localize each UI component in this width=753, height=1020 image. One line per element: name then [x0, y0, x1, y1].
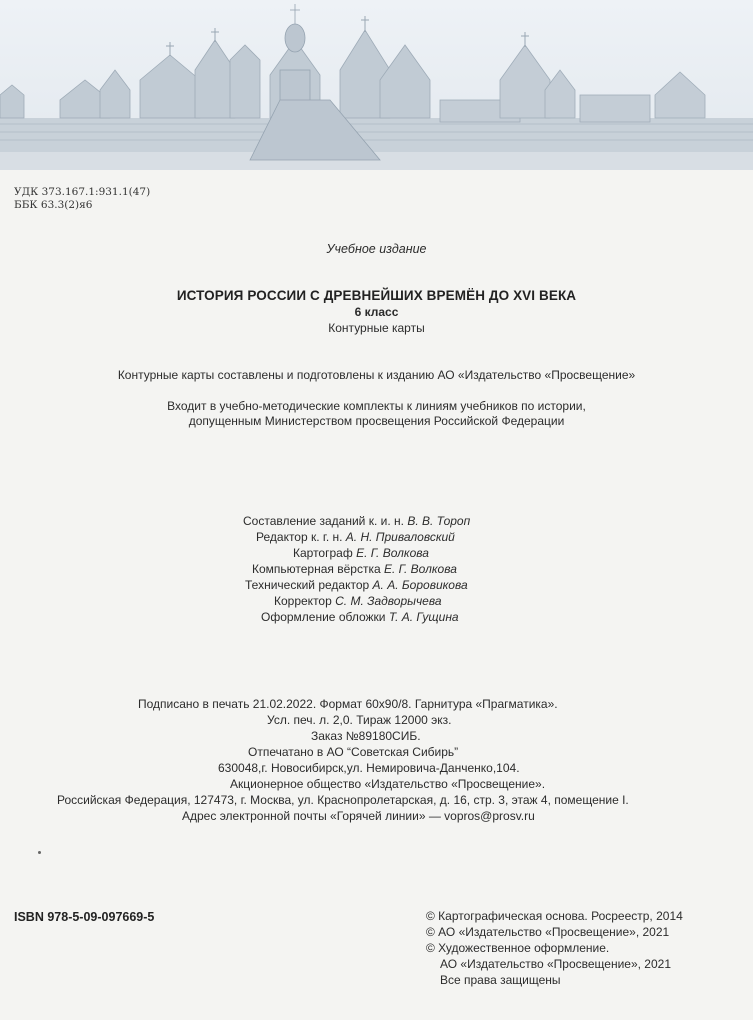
credit-role: Компьютерная вёрстка [252, 562, 381, 576]
credit-name: Е. Г. Волкова [384, 562, 457, 576]
credit-role: Технический редактор [245, 578, 370, 592]
udk-code: УДК 373.167.1:931.1(47) [14, 186, 151, 198]
bbk-code: ББК 63.3(2)я6 [14, 199, 93, 211]
copyright-line: © АО «Издательство «Просвещение», 2021 [426, 925, 670, 939]
credit-line [252, 562, 457, 576]
credit-role: Картограф [293, 546, 353, 560]
prepared-note: Контурные карты составлены и подготовлены к изданию АО «Издательство «Просвещение» [117, 368, 636, 382]
credit-line [261, 610, 459, 624]
credit-role: Корректор [274, 594, 332, 608]
imprint-line: Усл. печ. л. 2,0. Тираж 12000 экз. [267, 713, 452, 727]
imprint-line: Акционерное общество «Издательство «Просвещение». [230, 777, 546, 791]
credit-role: Редактор к. г. н. [256, 530, 343, 544]
imprint-line: Адрес электронной почты «Горячей линии» — vopros@prosv.ru [182, 809, 535, 823]
copyright-line: АО «Издательство «Просвещение», 2021 [440, 957, 672, 971]
credit-line [274, 594, 442, 608]
included-note-line2: допущенным Министерством просвещения Российской Федерации [188, 414, 565, 428]
edition-type: Учебное издание [326, 242, 427, 256]
print-mark [38, 851, 41, 854]
credit-line [256, 530, 455, 544]
imprint-line: Отпечатано в АО “Советская Сибирь” [248, 745, 459, 759]
included-note-line1: Входит в учебно-методические комплекты к линиям учебников по истории, [167, 399, 586, 413]
imprint-line: Российская Федерация, 127473, г. Москва, ул. Краснопролетарская, д. 16, стр. 3, этаж 4, помещение I. [57, 793, 629, 807]
credit-role: Составление заданий к. и. н. [243, 514, 404, 528]
copyright-line: © Художественное оформление. [426, 941, 610, 955]
book-title: ИСТОРИЯ РОССИИ С ДРЕВНЕЙШИХ ВРЕМЁН ДО XVI ВЕКА [176, 288, 577, 303]
copyright-line: Все права защищены [440, 973, 561, 987]
copyright-line: © Картографическая основа. Росреестр, 2014 [426, 909, 683, 923]
header-fortress-illustration [0, 0, 753, 170]
book-kind: Контурные карты [328, 321, 425, 335]
credit-name: С. М. Задворычева [335, 594, 442, 608]
credit-role: Оформление обложки [261, 610, 386, 624]
credit-line [293, 546, 429, 560]
imprint-line: 630048,г. Новосибирск,ул. Немировича-Данченко,104. [218, 761, 520, 775]
book-grade: 6 класс [354, 305, 399, 319]
imprint-line: Подписано в печать 21.02.2022. Формат 60x90/8. Гарнитура «Прагматика». [138, 697, 558, 711]
classification-codes [14, 186, 150, 212]
credit-name: А. А. Боровикова [372, 578, 468, 592]
isbn: ISBN 978-5-09-097669-5 [14, 910, 155, 924]
credit-name: В. В. Тороп [407, 514, 471, 528]
credit-name: А. Н. Приваловский [345, 530, 455, 544]
credit-line [245, 578, 468, 592]
imprint-line: Заказ №89180СИБ. [311, 729, 421, 743]
credit-name: Е. Г. Волкова [356, 546, 429, 560]
credit-name: Т. А. Гущина [388, 610, 459, 624]
credit-line [243, 514, 470, 528]
